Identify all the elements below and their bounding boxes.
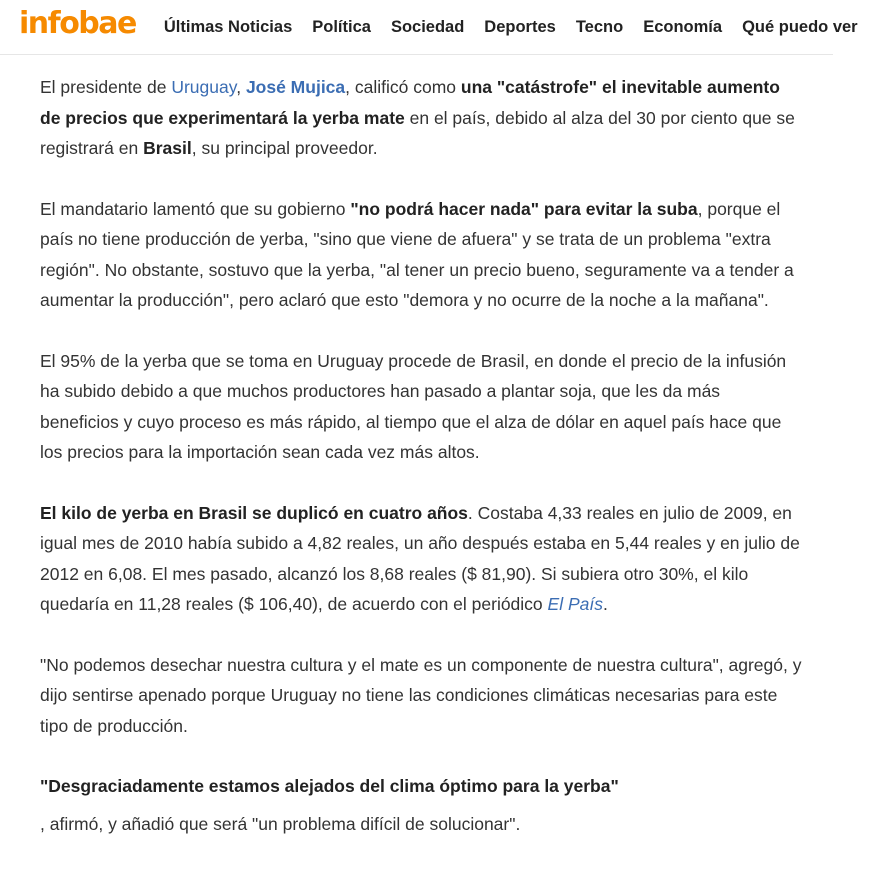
text: , porque el país no tiene producción de yerba, "sino que viene de afuera" y se trata de un problema "extra región". No obstante, sostuvo que la yerba, "al tener un precio bueno, seguramente va a tender a aumentar la producción", pero aclaró que esto "demora y no ocurre de la noche a la mañana".	[40, 198, 794, 310]
bold-text: una "catástrofe" el inevitable aumento de precios que experimentará la yerba mate	[40, 77, 780, 128]
link-uruguay[interactable]: Uruguay	[171, 77, 237, 97]
pull-quote: "Desgraciadamente estamos alejados del clima óptimo para la yerba"	[40, 776, 619, 796]
text: ,	[236, 77, 246, 97]
nav-tecno[interactable]: Tecno	[575, 17, 624, 36]
text: El presidente de	[40, 77, 172, 97]
nav-sociedad[interactable]: Sociedad	[390, 17, 465, 36]
nav-que-puedo-ver[interactable]: Qué puedo ver	[742, 17, 858, 36]
paragraph-3: El 95% de la yerba que se toma en Uruguay procede de Brasil, en donde el precio de la infusión ha subido debido a que muchos productores han pasado a plantar soja, que les da más beneficios y cuyo proceso es más rápido, al tiempo que el alza de dólar en aquel país hace que los precios para la importación sean cada vez más altos.	[40, 350, 787, 462]
text: . Costaba 4,33 reales en julio de 2009, en igual mes de 2010 había subido a 4,82 reales, un año después estaba en 5,44 reales y en julio de 2012 en 6,08. El mes pasado, alcanzó los 8,68 reales ($ 81,90). Si subiera otro 30%, el kilo quedaría en 11,28 reales ($ 106,40), de acuerdo con el periódico	[40, 502, 800, 614]
bold-text: "no podrá hacer nada" para evitar la suba	[350, 198, 698, 219]
article-body	[0, 55, 833, 840]
link-el-pais[interactable]: El País	[547, 594, 603, 614]
nav-deportes[interactable]: Deportes	[484, 17, 556, 36]
paragraph-4	[40, 498, 803, 620]
paragraph-6: , afirmó, y añadió que será "un problema difícil de solucionar".	[40, 814, 521, 834]
paragraph-2	[40, 194, 803, 316]
site-header	[0, 0, 858, 55]
nav-ultimas-noticias[interactable]: Últimas Noticias	[163, 17, 293, 36]
infobae-logo[interactable]: infobae	[19, 6, 136, 41]
main-nav	[164, 18, 878, 37]
text: El mandatario lamentó que su gobierno	[40, 198, 351, 219]
text: en el país, debido al alza del 30 por ciento que se registrará en	[40, 107, 795, 158]
paragraph-1	[40, 72, 803, 164]
bold-text: Brasil	[143, 138, 192, 158]
paragraph-5: "No podemos desechar nuestra cultura y el mate es un componente de nuestra cultura", agregó, y dijo sentirse apenado porque Uruguay no tiene las condiciones climáticas necesarias para este tipo de producción.	[40, 654, 802, 736]
text: .	[602, 594, 608, 614]
link-jose-mujica[interactable]: José Mujica	[245, 77, 346, 97]
nav-politica[interactable]: Política	[312, 17, 371, 36]
bold-text: El kilo de yerba en Brasil se duplicó en cuatro años	[40, 502, 468, 523]
text: , su principal proveedor.	[191, 138, 378, 158]
text: , calificó como	[345, 77, 461, 97]
nav-economia[interactable]: Economía	[643, 17, 723, 36]
